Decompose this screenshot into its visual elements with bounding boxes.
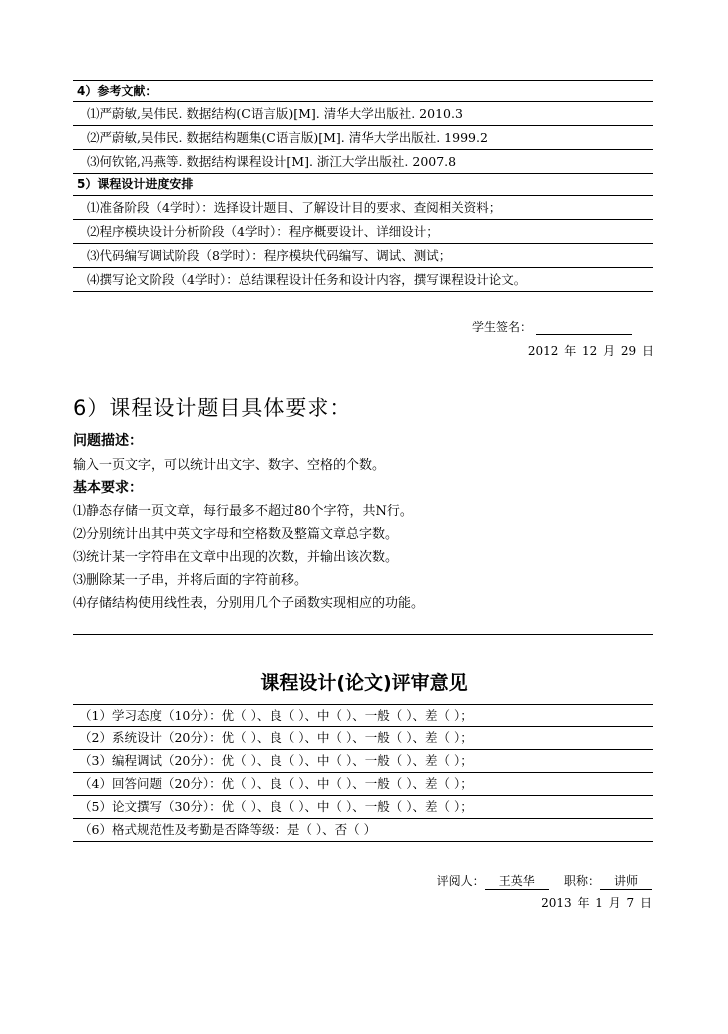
- basic-label: 基本要求：: [73, 480, 143, 496]
- evaluation-row: （6）格式规范性及考勤是否降等级：是（ ）、否（ ）: [73, 819, 653, 842]
- schedule-header: 5）课程设计进度安排: [73, 174, 653, 196]
- title-value: 讲师: [600, 872, 652, 890]
- section-divider: [73, 634, 653, 635]
- student-signature: [472, 318, 632, 335]
- reference-item: ⑶何钦铭,冯燕等. 数据结构课程设计[M]. 浙江大学出版社. 2007.8: [73, 150, 653, 174]
- course-plan-table: [73, 80, 653, 292]
- schedule-item: ⑷撰写论文阶段（4学时）：总结课程设计任务和设计内容，撰写课程设计论文。: [73, 268, 653, 292]
- schedule-item: ⑵程序模块设计分析阶段（4学时）：程序概要设计、详细设计；: [73, 220, 653, 244]
- evaluation-row: （2）系统设计（20分）：优（ ）、良（ ）、中（ ）、一般（ ）、差（ ）；: [73, 727, 653, 750]
- requirement-item: ⑶删除某一子串，并将后面的字符前移。: [73, 573, 308, 588]
- reviewer-info: [437, 872, 652, 890]
- reviewer-name: 王英华: [485, 872, 549, 890]
- student-signature-label: 学生签名：: [471, 320, 532, 334]
- requirement-item: ⑵分别统计出其中英文字母和空格数及整篇文章总字数。: [73, 527, 399, 542]
- reference-item: ⑴严蔚敏,吴伟民. 数据结构(C语言版)[M]. 清华大学出版社. 2010.3: [73, 102, 653, 126]
- title-label: 职称：: [563, 874, 600, 888]
- requirements-title: 6）课程设计题目具体要求：: [73, 396, 352, 420]
- references-header: 4）参考文献：: [73, 80, 653, 102]
- requirement-item: ⑷存储结构使用线性表，分别用几个子函数实现相应的功能。: [73, 596, 425, 611]
- reference-item: ⑵严蔚敏,吴伟民. 数据结构题集(C语言版)[M]. 清华大学出版社. 1999.2: [73, 126, 653, 150]
- evaluation-row: （1）学习态度（10分）：优（ ）、良（ ）、中（ ）、一般（ ）、差（ ）；: [73, 704, 653, 727]
- evaluation-row: （5）论文撰写（30分）：优（ ）、良（ ）、中（ ）、一般（ ）、差（ ）；: [73, 796, 653, 819]
- requirement-item: ⑴静态存储一页文章，每行最多不超过80个字符，共N行。: [73, 504, 413, 519]
- schedule-item: ⑶代码编写调试阶段（8学时）：程序模块代码编写、调试、测试；: [73, 244, 653, 268]
- reviewer-label: 评阅人：: [436, 874, 485, 888]
- requirement-item: ⑶统计某一字符串在文章中出现的次数，并输出该次数。: [73, 550, 399, 565]
- evaluation-table: [73, 704, 653, 842]
- schedule-item: ⑴准备阶段（4学时）：选择设计题目、了解设计目的要求、查阅相关资料；: [73, 196, 653, 220]
- problem-label: 问题描述：: [73, 433, 143, 449]
- problem-text: 输入一页文字，可以统计出文字、数字、空格的个数。: [73, 458, 386, 473]
- evaluation-title: 课程设计(论文)评审意见: [260, 672, 468, 694]
- evaluation-row: （4）回答问题（20分）：优（ ）、良（ ）、中（ ）、一般（ ）、差（ ）；: [73, 773, 653, 796]
- review-date: 2013 年 1 月 7 日: [541, 896, 652, 910]
- student-sign-date: 2012 年 12 月 29 日: [527, 344, 654, 358]
- evaluation-row: （3）编程调试（20分）：优（ ）、良（ ）、中（ ）、一般（ ）、差（ ）；: [73, 750, 653, 773]
- signature-line: [536, 321, 632, 335]
